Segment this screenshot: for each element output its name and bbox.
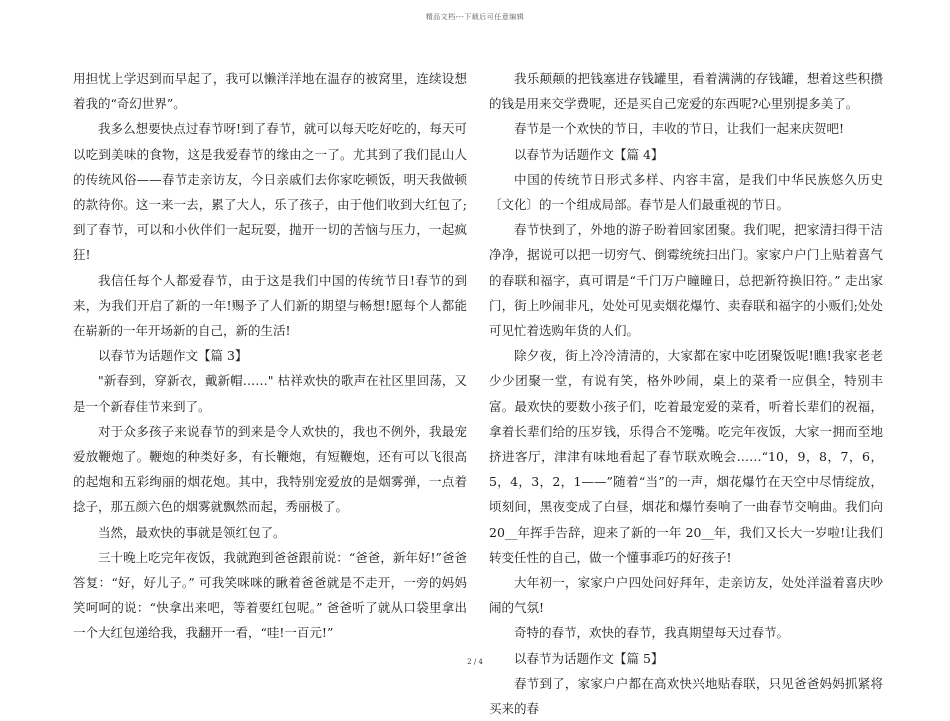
paragraph: 春节快到了，外地的游子盼着回家团聚。我们呢，把家清扫得干洁净净，据说可以把一切穷气、倒霉统统扫出门。家家户户门上贴着喜气的春联和福字，真可谓是“千门万户瞳瞳日，总把新符换旧符。” 走出家门，街上吵闹非凡，处处可见卖烟花爆竹、卖春联和福字的小贩们;处处可见忙着选购年货的人们。 [489, 222, 883, 339]
section-heading: 以春节为话题作文【篇 4】 [514, 146, 664, 162]
paragraph: 大年初一，家家户户四处问好拜年，走亲访友，处处洋溢着喜庆吵闹的气氛! [489, 575, 883, 616]
section-heading: 以春节为话题作文【篇 3】 [98, 348, 248, 364]
section-heading: 以春节为话题作文【篇 5】 [514, 650, 664, 666]
left-column [73, 66, 467, 646]
right-column [489, 66, 883, 721]
paragraph: 奇特的春节，欢快的春节，我真期望每天过春节。 [514, 625, 790, 641]
paragraph: 除夕夜，街上冷冷清清的，大家都在家中吃团聚饭呢!瞧!我家老老少少团聚一堂，有说有笑，格外吵闹，桌上的菜肴一应俱全，特别丰富。最欢快的要数小孩子们，吃着最宠爱的菜肴，听着长辈们的祝福，拿着长辈们给的压岁钱，乐得合不笼嘴。吃完年夜饭，大家一拥而至地挤进客厅，津津有味地看起了春节联欢晚会……“10，9，8，7，6，5，4，3，2，1——”随着“当”的一声，烟花爆竹在天空中尽情绽放，顷刻间，黑夜变成了白昼，烟花和爆竹奏响了一曲春节交响曲。我们向 20__年挥手告辞，迎来了新的一年 20__年，我们又长大一岁啦!让我们转变任性的自己，做一个懂事乖巧的好孩子! [489, 348, 883, 565]
paragraph: 中国的传统节日形式多样、内容丰富，是我们中华民族悠久历史〔文化〕的一个组成局部。春节是人们最重视的节日。 [489, 171, 883, 213]
paragraph: 我乐颠颠的把钱塞进存钱罐里，看着满满的存钱罐，想着这些积攒的钱是用来交学费呢，还是买自己宠爱的东西呢?心里别提多美了。 [489, 71, 883, 112]
paragraph: 当然，最欢快的事就是领红包了。 [98, 524, 286, 540]
paragraph: 三十晚上吃完年夜饭，我就跑到爸爸跟前说：“爸爸，新年好!”爸爸答复：“好，好儿子。” 可我笑咪咪的瞅着爸爸就是不走开，一旁的妈妈笑呵呵的说：“快拿出来吧，等着要红包呢。” 爸爸听了就从口袋里拿出一个大红包递给我，我翻开一看，“哇!一百元!” [73, 549, 467, 641]
page-header: 精品文档---下载后可任意编辑 [425, 13, 525, 21]
paragraph: "新春到，穿新衣，戴新帽……" 枯祥欢快的歌声在社区里回荡，又是一个新春佳节来到了。 [73, 373, 467, 414]
paragraph: 春节到了，家家户户都在高欢快兴地贴春联，只见爸爸妈妈抓紧将买来的春 [489, 675, 883, 717]
page-number: 2 / 4 [467, 658, 483, 666]
paragraph: 用担忧上学迟到而早起了，我可以懒洋洋地在温存的被窝里，连续设想着我的“奇幻世界”。 [73, 71, 467, 112]
paragraph: 春节是一个欢快的节日，丰收的节日，让我们一起来庆贺吧! [514, 121, 845, 137]
paragraph: 我多么想要快点过春节呀!到了春节，就可以每天吃好吃的，每天可以吃到美味的食物，这是我爱春节的缘由之一了。尤其到了我们昆山人的传统风俗——春节走亲访友，今日亲戚们去你家吃顿饭，明天我做顿的款待你。这一来一去，累了大人，乐了孩子，由于他们收到大红包了;到了春节，可以和小伙伴们一起玩耍，抛开一切的苦恼与压力，一起疯狂! [73, 121, 467, 263]
paragraph: 对于众多孩子来说春节的到来是令人欢快的，我也不例外，我最宠爱放鞭炮了。鞭炮的种类好多，有长鞭炮，有短鞭炮，还有可以飞很高的起炮和五彩绚丽的烟花炮。其中，我特别宠爱放的是烟雾弹，一点着捻子，那五颜六色的烟雾就飘然而起，秀丽极了。 [73, 423, 467, 515]
paragraph: 我信任每个人都爱春节，由于这是我们中国的传统节日!春节的到来，为我们开启了新的一年!赐予了人们新的期望与畅想!愿每个人都能在崭新的一年开场新的自己，新的生活! [73, 272, 467, 339]
